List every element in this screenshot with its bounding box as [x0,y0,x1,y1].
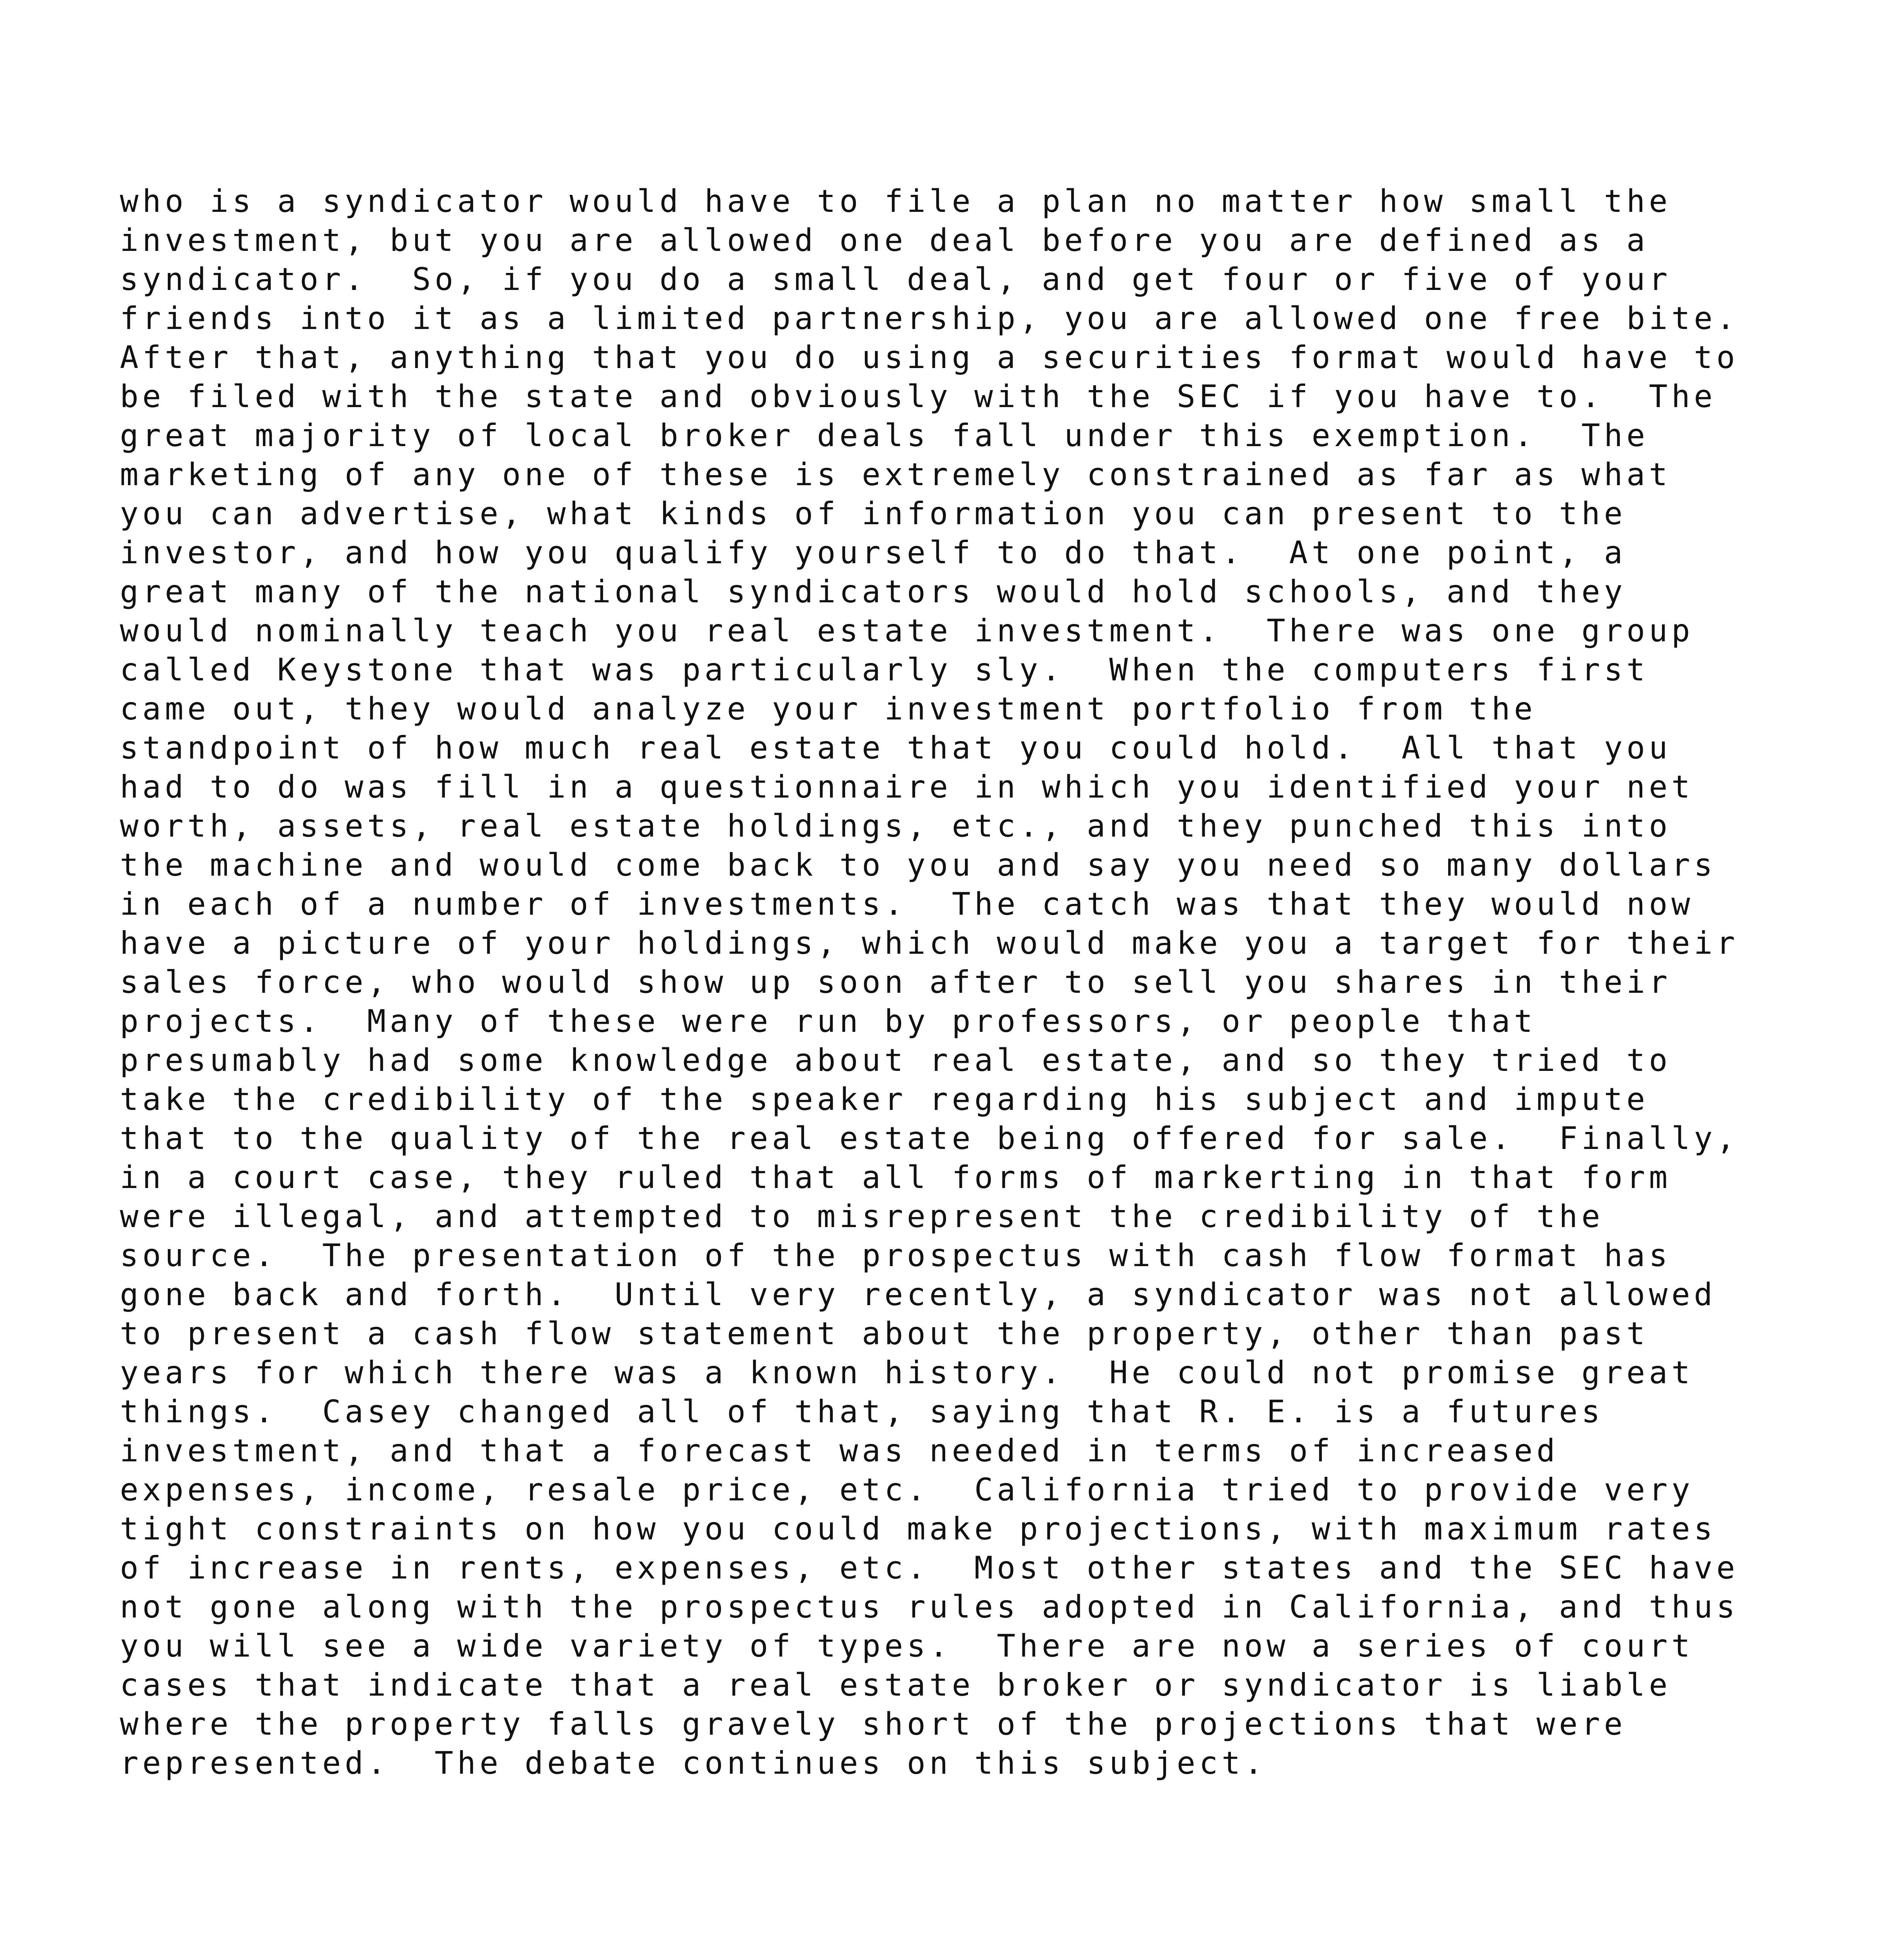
text-line: in each of a number of investments. The catch was that they would now [120,886,1694,922]
text-line: friends into it as a limited partnership, you are allowed one free bite. [120,300,1739,336]
text-line: had to do was fill in a questionnaire in which you identified your net [120,769,1694,805]
text-line: projects. Many of these were run by professors, or people that [120,1003,1537,1039]
text-line: the machine and would come back to you and say you need so many dollars [120,847,1716,883]
text-line: sales force, who would show up soon after to sell you shares in their [120,964,1672,1000]
text-line: syndicator. So, if you do a small deal, and get four or five of your [120,261,1672,297]
text-line: investment, but you are allowed one deal before you are defined as a [120,222,1649,258]
text-line: investor, and how you qualify yourself to do that. At one point, a [120,535,1626,571]
text-line: marketing of any one of these is extremely constrained as far as what [120,457,1672,493]
text-line: great many of the national syndicators would hold schools, and they [120,574,1626,610]
text-line: expenses, income, resale price, etc. California tried to provide very [120,1472,1694,1508]
text-line: to present a cash flow statement about the property, other than past [120,1316,1649,1352]
text-line: great majority of local broker deals fall under this exemption. The [120,418,1649,453]
text-line: have a picture of your holdings, which would make you a target for their [120,925,1739,961]
text-line: things. Casey changed all of that, saying that R. E. is a futures [120,1394,1604,1430]
text-line: where the property falls gravely short of the projections that were [120,1706,1626,1742]
text-line: represented. The debate continues on this subject. [120,1745,1267,1781]
text-line: in a court case, they ruled that all forms of markerting in that form [120,1159,1672,1195]
text-line: standpoint of how much real estate that you could hold. All that you [120,730,1672,766]
text-line: were illegal, and attempted to misrepresent the credibility of the [120,1198,1604,1234]
text-line: worth, assets, real estate holdings, etc., and they punched this into [120,808,1672,844]
text-line: called Keystone that was particularly sly. When the computers first [120,652,1649,688]
text-line: that to the quality of the real estate being offered for sale. Finally, [120,1120,1739,1156]
text-line: After that, anything that you do using a securities format would have to [120,339,1739,375]
text-line: you can advertise, what kinds of information you can present to the [120,496,1626,532]
text-line: would nominally teach you real estate investment. There was one group [120,613,1694,649]
text-line: not gone along with the prospectus rules adopted in California, and thus [120,1589,1739,1625]
text-line: of increase in rents, expenses, etc. Most other states and the SEC have [120,1550,1739,1586]
text-line: gone back and forth. Until very recently, a syndicator was not allowed [120,1277,1716,1313]
text-line: be filed with the state and obviously with the SEC if you have to. The [120,378,1716,414]
text-line: presumably had some knowledge about real estate, and so they tried to [120,1042,1672,1078]
text-line: years for which there was a known history. He could not promise great [120,1355,1694,1391]
text-line: cases that indicate that a real estate broker or syndicator is liable [120,1667,1672,1703]
text-line: investment, and that a forecast was needed in terms of increased [120,1433,1559,1469]
text-line: who is a syndicator would have to file a plan no matter how small the [120,183,1672,219]
text-line: you will see a wide variety of types. There are now a series of court [120,1628,1694,1664]
text-line: source. The presentation of the prospectus with cash flow format has [120,1238,1672,1273]
text-line: tight constraints on how you could make projections, with maximum rates [120,1511,1716,1547]
text-line: came out, they would analyze your investment portfolio from the [120,691,1537,727]
body-text [120,182,1860,1783]
text-line: take the credibility of the speaker regarding his subject and impute [120,1081,1649,1117]
